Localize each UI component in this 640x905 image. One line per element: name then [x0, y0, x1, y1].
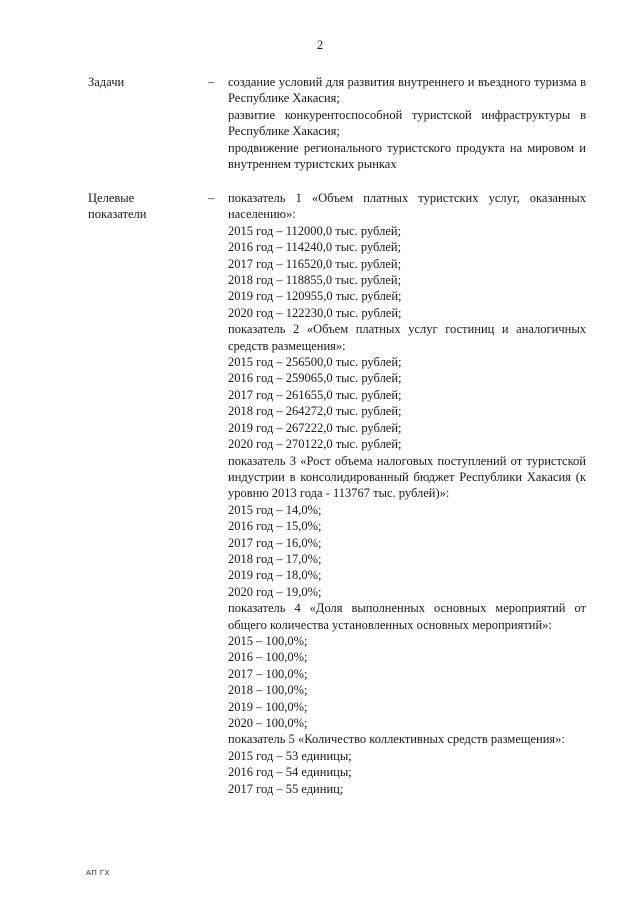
targets-label — [88, 190, 208, 223]
indicator-value: 2015 год – 112000,0 тыс. рублей; — [228, 223, 402, 238]
indicator-value: 2017 – 100,0%; — [228, 666, 308, 681]
tasks-label: Задачи — [88, 75, 125, 89]
targets-label-line2: показатели — [88, 207, 147, 222]
indicator-value: 2019 год – 120955,0 тыс. рублей; — [228, 289, 402, 304]
tasks-dash: – — [208, 75, 215, 89]
indicator-value: 2017 год – 116520,0 тыс. рублей; — [228, 256, 402, 271]
page-number: 2 — [316, 38, 324, 52]
indicator-value: 2017 год – 55 единиц; — [228, 781, 344, 796]
indicator-value: 2018 – 100,0%; — [228, 683, 308, 698]
indicator-value: 2020 год – 270122,0 тыс. рублей; — [228, 437, 402, 452]
task-item: развитие конкурентоспособной туристской инфраструктуры в Республике Хакасия; — [228, 107, 586, 139]
indicator-value: 2016 – 100,0%; — [228, 650, 308, 665]
indicator-value: 2020 год – 19,0%; — [228, 584, 322, 599]
indicator-value: 2020 год – 122230,0 тыс. рублей; — [228, 305, 402, 320]
indicator-value: 2015 – 100,0%; — [228, 633, 308, 648]
indicator-heading: показатель 4 «Доля выполненных основных мероприятий от общего количества установленных основных мероприятий»: — [228, 601, 586, 632]
indicator-value: 2017 год – 16,0%; — [228, 535, 322, 550]
indicator-heading: показатель 1 «Объем платных туристских услуг, оказанных населению»: — [228, 191, 586, 222]
indicator-value: 2016 год – 54 единицы; — [228, 765, 352, 780]
targets-dash: – — [208, 191, 215, 205]
indicator-value: 2019 год – 18,0%; — [228, 568, 322, 583]
indicator-value: 2015 год – 256500,0 тыс. рублей; — [228, 355, 402, 370]
indicator-value: 2016 год – 259065,0 тыс. рублей; — [228, 371, 402, 386]
indicator-value: 2015 год – 53 единицы; — [228, 748, 352, 763]
indicator-value: 2016 год – 114240,0 тыс. рублей; — [228, 240, 402, 255]
indicator-value: 2016 год – 15,0%; — [228, 519, 322, 534]
tasks-list — [228, 74, 586, 172]
targets-label-line1: Целевые — [88, 191, 135, 205]
indicator-heading: показатель 2 «Объем платных услуг гостиниц и аналогичных средств размещения»: — [228, 322, 586, 353]
task-item: создание условий для развития внутреннего и въездного туризма в Республике Хакасия; — [228, 75, 586, 106]
indicator-value: 2019 – 100,0%; — [228, 699, 308, 714]
indicator-value: 2018 год – 264272,0 тыс. рублей; — [228, 404, 402, 419]
indicator-value: 2018 год – 118855,0 тыс. рублей; — [228, 273, 402, 288]
footer-mark: АП ГХ — [86, 868, 110, 877]
indicator-value: 2015 год – 14,0%; — [228, 502, 322, 517]
indicator-value: 2017 год – 261655,0 тыс. рублей; — [228, 387, 402, 402]
indicator-value: 2018 год – 17,0%; — [228, 551, 322, 566]
indicator-heading: показатель 5 «Количество коллективных средств размещения»: — [228, 732, 565, 747]
task-item: продвижение регионального туристского продукта на мировом и внутреннем туристских рынках — [228, 140, 586, 172]
indicator-value: 2019 год – 267222,0 тыс. рублей; — [228, 420, 402, 435]
indicator-value: 2020 – 100,0%; — [228, 716, 308, 730]
targets-list — [228, 190, 586, 797]
indicator-heading: показатель 3 «Рост объема налоговых поступлений от туристской индустрии в консолидированный бюджет Республики Хакасия (к уровню 2013 года - 113767 тыс. рублей)»: — [228, 453, 586, 501]
